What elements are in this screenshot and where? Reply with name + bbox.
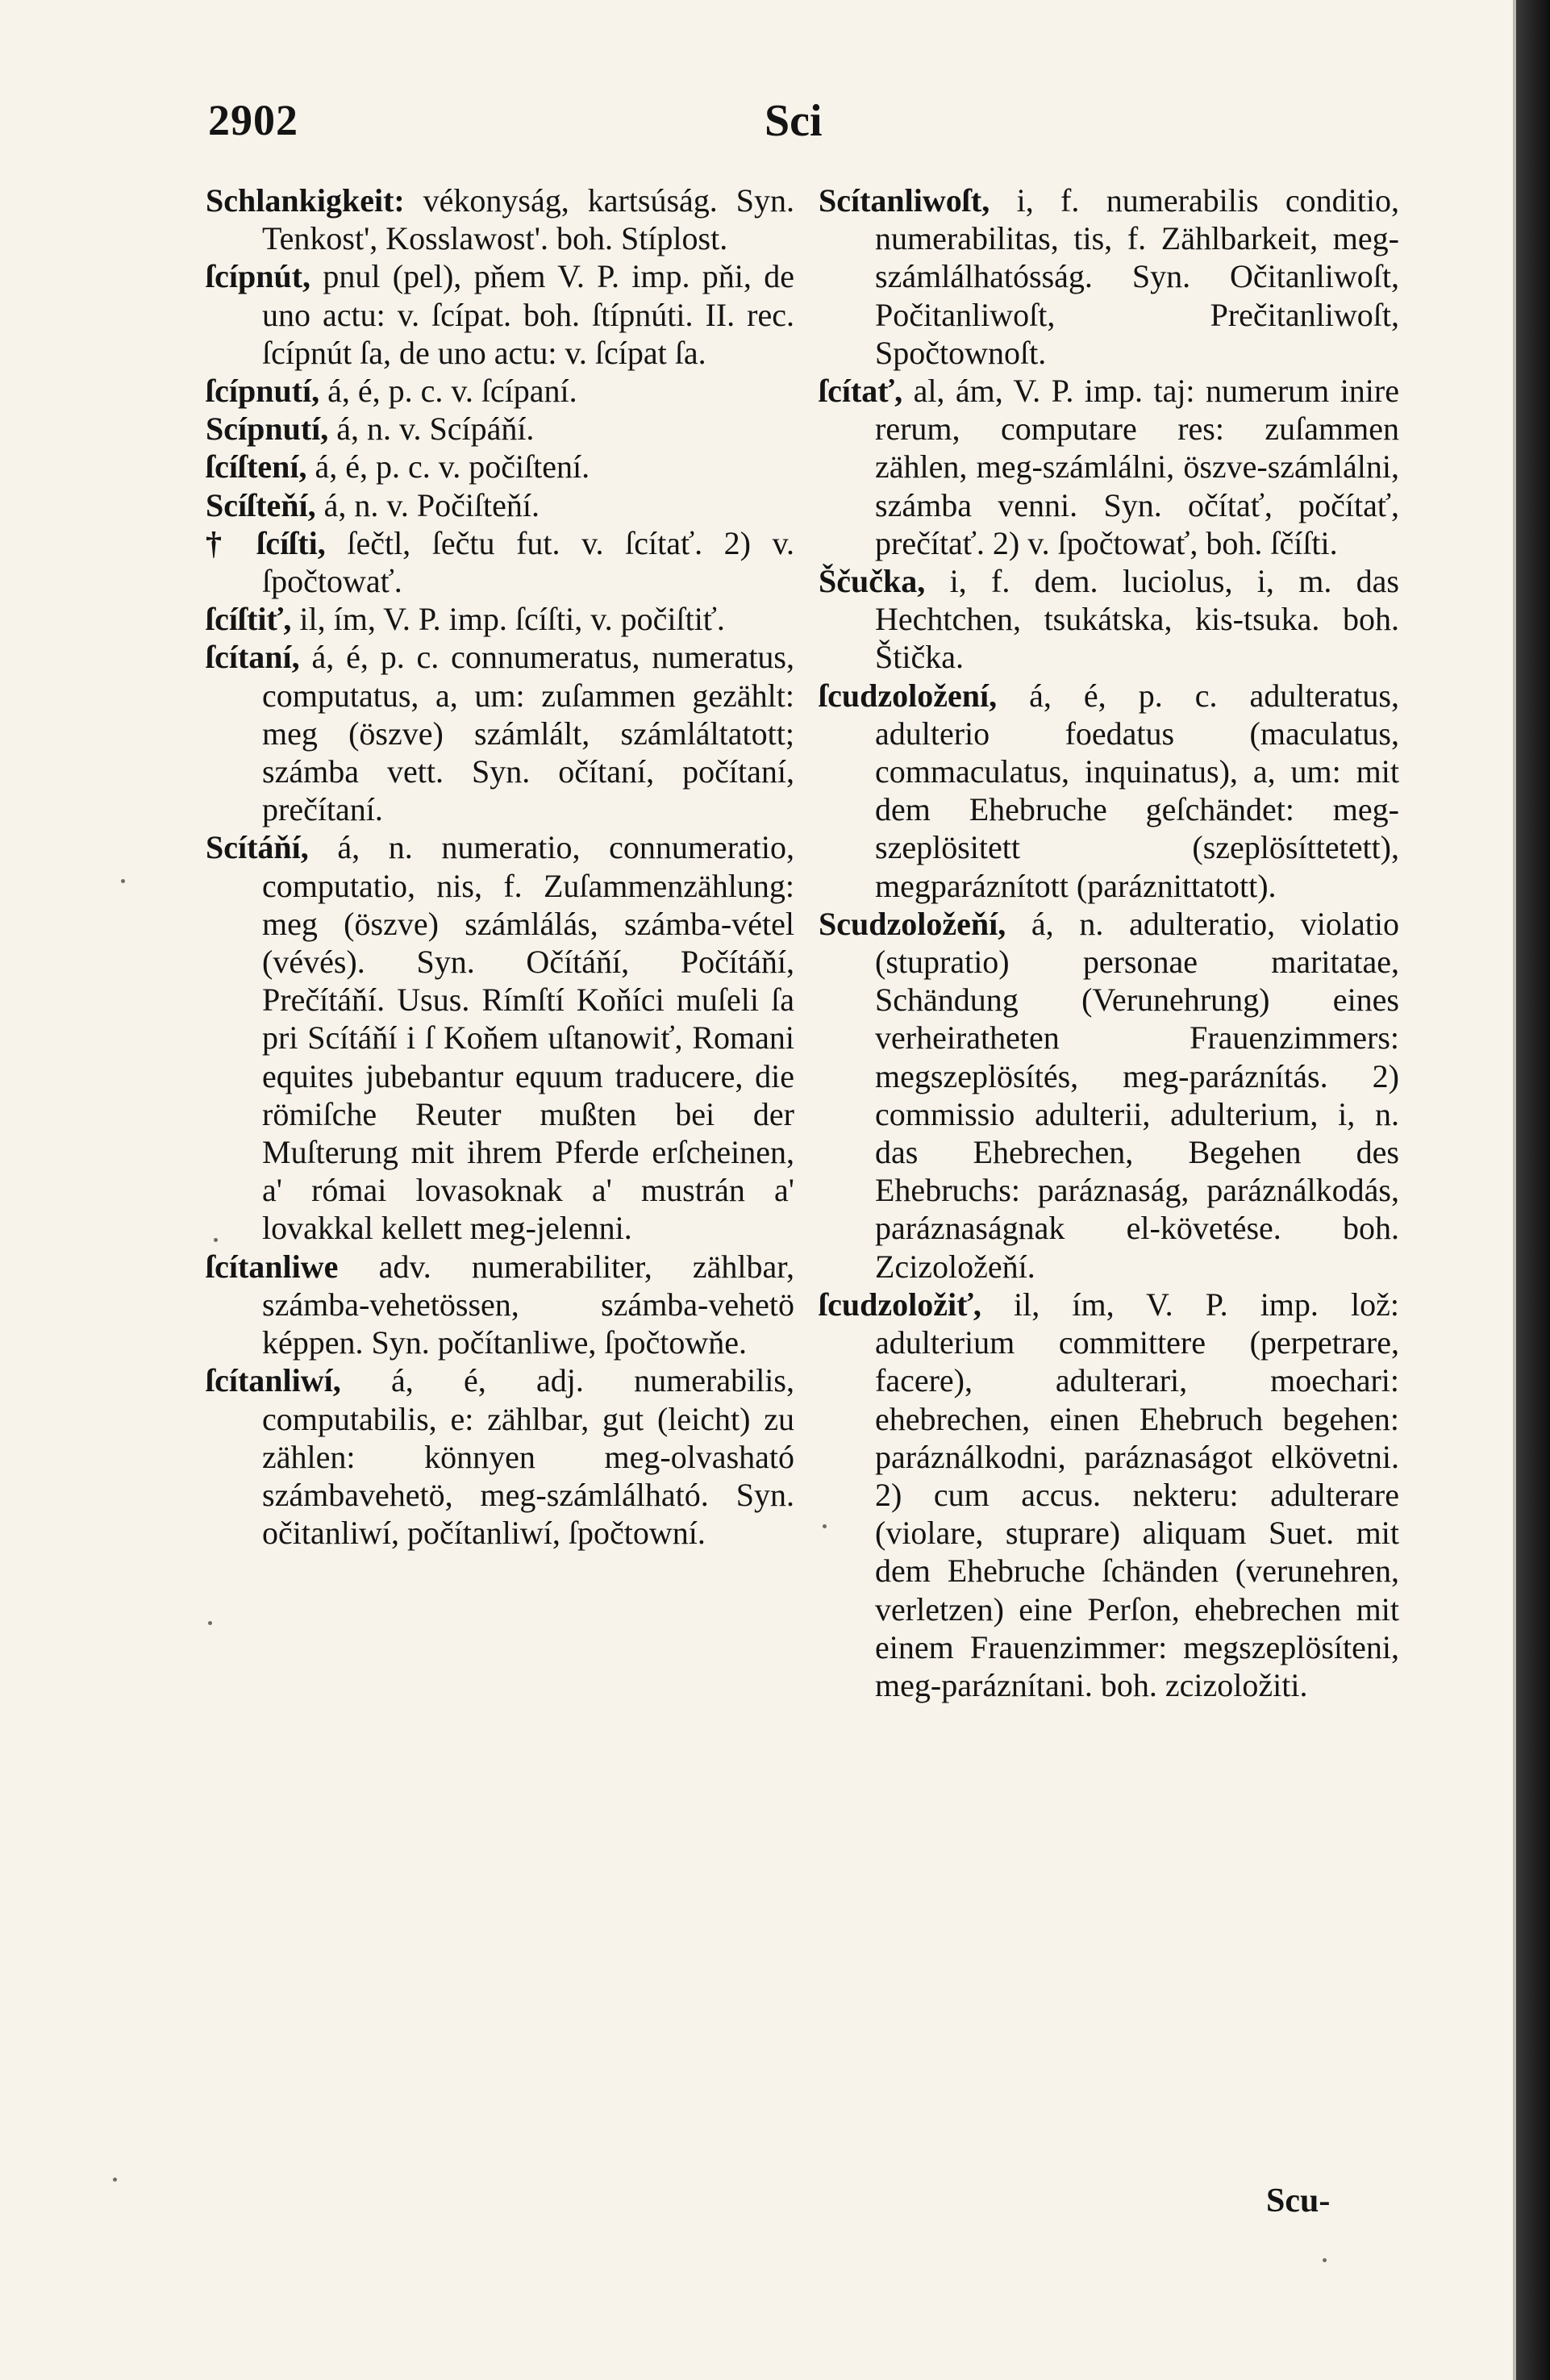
entry-definition: i, f. numerabilis conditio, numerabilitas, tis, f. Zählbarkeit, meg-számlálhatósság. Syn. Očitanliwoſt, Počitanliwoſt, Prečitanliwoſt, Spočtownoſt. bbox=[875, 182, 1399, 371]
entry-definition: ſečtl, ſečtu fut. v. ſcítať. 2) v. ſpočtowať. bbox=[262, 524, 795, 600]
dictionary-entry bbox=[819, 562, 1399, 677]
scan-border bbox=[1516, 0, 1550, 2380]
entry-headword: Scípnutí, bbox=[206, 411, 329, 448]
left-column bbox=[206, 181, 794, 1552]
dictionary-entry bbox=[206, 257, 794, 372]
entry-definition: pnul (pel), pňem V. P. imp. pňi, de uno actu: v. ſcípat. boh. ſtípnúti. II. rec. ſcípnút ſa, de uno actu: v. ſcípat ſa. bbox=[262, 258, 794, 371]
entry-definition: á, é, p. c. adulteratus, adulterio foedatus (maculatus, commaculatus, inquinatus), a, um: mit dem Ehebruche geſchändet: meg-szeplösitett (szeplösíttetett), megparáznított (paráznittatott). bbox=[875, 677, 1399, 904]
entry-headword: ſcíſtení, bbox=[206, 448, 307, 486]
entry-headword: ſcípnút, bbox=[206, 258, 311, 295]
page-header bbox=[208, 95, 1385, 152]
entry-headword: ſcíſtiť, bbox=[206, 601, 292, 638]
dictionary-entry bbox=[206, 828, 794, 1247]
entry-headword: Scítáňí, bbox=[206, 829, 309, 866]
dictionary-entry bbox=[206, 1248, 794, 1362]
right-column bbox=[819, 181, 1399, 1704]
entry-headword: Ščučka, bbox=[819, 563, 926, 600]
entry-definition: vékonyság, kartsúság. Syn. Tenkost', Kosslawost'. boh. Stíplost. bbox=[262, 182, 794, 257]
dictionary-entry bbox=[206, 410, 794, 448]
dictionary-entry bbox=[819, 1286, 1399, 1704]
entry-definition: á, é, adj. numerabilis, computabilis, e: zählbar, gut (leicht) zu zählen: könnyen meg-olvasható számbavehetö, meg-számlálható. Syn. očitanliwí, počítanliwí, ſpočtowní. bbox=[262, 1362, 794, 1552]
dictionary-entry bbox=[206, 600, 794, 638]
entry-headword: ſcudzoložení, bbox=[819, 677, 998, 714]
entry-definition: á, é, p. c. connumeratus, numeratus, computatus, a, um: zuſammen gezählt: meg (öszve) számlált, számláltatott; számba vett. Syn. očítaní, počítaní, prečítaní. bbox=[262, 639, 794, 828]
entry-definition: á, n. v. Scípáňí. bbox=[328, 411, 535, 448]
entry-headword: Scudzoložeňí, bbox=[819, 905, 1006, 942]
dictionary-entry bbox=[206, 1361, 794, 1552]
dictionary-entry bbox=[206, 486, 794, 524]
entry-headword: Scítanliwoſt, bbox=[819, 182, 990, 219]
entry-headword: Scíſteňí, bbox=[206, 486, 316, 523]
dictionary-entry bbox=[206, 372, 794, 410]
entry-definition: á, n. numeratio, connumeratio, computatio, nis, f. Zuſammenzählung: meg (öszve) számlálás, számba-vétel (vévés). Syn. Očítáňí, Počítáňí, Prečítáňí. Usus. Rímſtí Koňíci muſeli ſa pri Scítáňí i ſ Koňem uſtanowiť, Romani equites jubebantur equum traducere, die römiſche Reuter mußten bei der Muſterung mit ihrem Pferde erſcheinen, a' római lovasoknak a' mustrán a' lovakkal kellett meg-jelenni. bbox=[262, 829, 794, 1247]
dictionary-entry bbox=[206, 181, 794, 257]
entry-definition: á, n. v. Počiſteňí. bbox=[315, 486, 540, 523]
entry-definition: i, f. dem. luciolus, i, m. das Hechtchen, tsukátska, kis-tsuka. boh. Štička. bbox=[875, 563, 1399, 676]
entry-definition: á, n. adulteratio, violatio (stupratio) personae maritatae, Schändung (Verunehrung) eines verheiratheten Frauenzimmers: megszeplösítés, meg-paráznítás. 2) commissio adulterii, adulterium, i, n. das Ehebrechen, Begehen des Ehebruchs: paráznaság, paráználkodás, paráznaságnak el-követése. boh. Zcizoložeňí. bbox=[875, 905, 1399, 1285]
entry-headword: ſcítanliwí, bbox=[206, 1362, 341, 1399]
entry-definition: il, ím, V. P. imp. lož: adulterium committere (perpetrare, facere), adulterari, moechari: ehebrechen, einen Ehebruch begehen: paráználkodni, paráznaságot elkövetni. 2) cum accus. nekteru: adulterare (violare, stuprare) aliquam Suet. mit dem Ehebruche ſchänden (verunehren, verletzen) eine Perſon, ehebrechen mit einem Frauenzimmer: megszeplösíteni, meg-paráznítani. boh. zcizoložiti. bbox=[875, 1286, 1399, 1703]
entry-definition: adv. numerabiliter, zählbar, számba-vehetössen, számba-vehetö képpen. Syn. počítanliwe, ſpočtowňe. bbox=[262, 1248, 794, 1361]
dictionary-entry bbox=[206, 638, 794, 828]
entry-definition: á, é, p. c. v. počiſtení. bbox=[306, 448, 590, 486]
entry-headword: ſcudzoložiť, bbox=[819, 1286, 981, 1323]
entry-headword: ſcítať, bbox=[819, 373, 903, 410]
catchword: Scu- bbox=[1266, 2182, 1331, 2220]
dictionary-entry bbox=[819, 905, 1399, 1286]
dictionary-entry bbox=[206, 448, 794, 486]
running-head: Sci bbox=[765, 96, 823, 146]
entry-definition: al, ám, V. P. imp. taj: numerum inire rerum, computare res: zuſammen zählen, meg-számlálni, öszve-számlálni, számba venni. Syn. očítať, počítať, prečítať. 2) v. ſpočtowať, boh. ſčíſti. bbox=[875, 373, 1399, 561]
dictionary-entry bbox=[819, 372, 1399, 562]
dictionary-entry bbox=[206, 524, 794, 600]
entry-headword: ſcítanliwe bbox=[206, 1248, 339, 1285]
entry-definition: á, é, p. c. v. ſcípaní. bbox=[319, 373, 577, 410]
entry-headword: Schlankigkeit: bbox=[206, 182, 405, 219]
entry-headword: ſcípnutí, bbox=[206, 373, 320, 410]
dictionary-entry bbox=[819, 677, 1399, 905]
entry-headword: ſcítaní, bbox=[206, 639, 300, 676]
page-number: 2902 bbox=[208, 96, 298, 144]
entry-definition: il, ím, V. P. imp. ſcíſti, v. počiſtiť. bbox=[291, 601, 725, 638]
entry-headword: † ſcíſti, bbox=[206, 524, 326, 561]
dictionary-entry bbox=[819, 181, 1399, 372]
